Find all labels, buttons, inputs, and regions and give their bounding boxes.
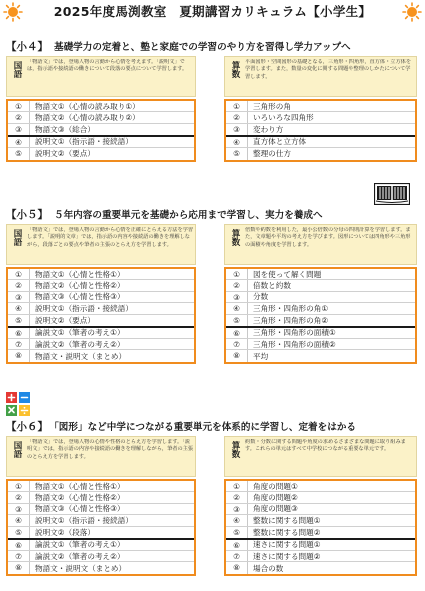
description-text: 平面図形・空間図形の基礎となる，三角形・四角形，直方体・立方体を学習します。また，数量の変化に関する問題や整理のしかたについて学習します。 [245,59,412,80]
row-number: ⑤ [8,527,30,538]
row-label: 説明文②（要点） [35,149,95,159]
grade-label: 【小５】 [6,209,48,221]
table-row [226,328,415,339]
sun-icon [3,2,23,22]
section-heading-grade4 [6,40,420,55]
table-row [226,303,415,314]
row-number: ④ [226,303,248,313]
row-number: ④ [8,137,30,147]
table-row [226,350,415,361]
math-description-grade5 [224,224,417,265]
table-row [8,292,194,303]
row-number: ⑦ [8,551,30,561]
table-row [8,303,194,314]
row-label: 物語文・説明文（まとめ） [35,563,127,573]
row-label: 論説文②（筆者の考え②） [35,551,125,561]
row-label: 倍数と約数 [253,281,291,291]
row-label: 物語文①（心情の読み取り①） [35,101,140,111]
table-row [226,527,415,540]
section-heading-grade6 [6,420,420,435]
table-row [8,148,194,159]
subject-label: 国語 [12,61,22,78]
row-label: 角度の問題③ [253,504,298,514]
row-label: 三角形・四角形の角② [253,315,329,325]
row-number: ⑤ [226,315,248,326]
table-row [8,328,194,339]
row-number: ② [8,492,30,502]
row-label: 速さに関する問題① [253,540,321,550]
table-row [226,148,415,159]
table-row [8,551,194,562]
description-text: 倍数や約数を利用した，最小公倍数の分母の四則計算を学習します。また，文章題や平均の考え方を学びます。図形については四角形や三角形の面積や角度を学習します。 [245,227,411,248]
table-row [8,540,194,551]
section-goal: 基礎学力の定着と、塾と家庭での学習のやり方を習得し学力アップへ [54,42,351,53]
table-row [226,112,415,123]
row-number: ⑧ [226,562,248,573]
table-row [8,339,194,350]
japanese-table-grade6 [6,479,196,576]
subject-label: 算数 [230,441,240,458]
row-number: ③ [226,292,248,302]
table-row [226,315,415,328]
row-label: 角度の問題① [253,481,298,491]
table-row [226,551,415,562]
row-number: ⑥ [226,540,248,550]
row-number: ⑧ [8,562,30,573]
subject-label: 国語 [12,229,22,246]
math-table-grade5 [224,267,417,364]
row-number: ⑦ [226,551,248,561]
row-label: 説明文①（指示語・接続語） [35,303,133,313]
row-label: 説明文①（指示語・接続語） [35,515,133,525]
table-row [226,492,415,503]
row-number: ① [8,101,30,111]
row-label: 三角形の角 [253,101,291,111]
row-number: ⑥ [226,328,248,338]
row-label: 整数に関する問題① [253,515,321,525]
grade-label: 【小６】 [6,421,48,433]
table-row [8,124,194,137]
table-row [226,540,415,551]
table-row [8,527,194,540]
row-label: 物語文③（心情と性格③） [35,504,125,514]
table-row [226,101,415,112]
table-row [226,269,415,280]
math-description-grade4 [224,56,417,97]
row-number: ④ [226,137,248,147]
row-label: 図を使って解く問題 [253,269,322,279]
table-row [8,280,194,291]
row-number: ② [8,112,30,122]
table-row [226,124,415,137]
subject-label: 算数 [230,229,240,246]
row-number: ③ [8,292,30,302]
row-number: ② [226,280,248,290]
row-number: ③ [226,504,248,514]
table-row [8,350,194,361]
row-number: ① [8,269,30,279]
row-number: ① [226,481,248,491]
page-header [0,0,425,24]
row-label: 物語文③（総合） [35,124,95,134]
row-number: ⑧ [226,350,248,361]
row-label: 直方体と立方体 [253,137,307,147]
row-number: ⑤ [226,527,248,538]
row-label: 物語文・説明文（まとめ） [35,351,127,361]
page-title: 2025年度馬渕教室 夏期講習カリキュラム【小学生】 [53,4,372,19]
row-number: ⑥ [8,328,30,338]
table-row [226,481,415,492]
row-label: 論説文②（筆者の考え②） [35,339,125,349]
table-row [8,315,194,328]
japanese-description-grade5 [6,224,196,265]
description-text: 「物語文」では，登場人物の言動から心情を正確にとらえる方法を学習します。「説明的文章」では，指示語の内容や接続語の働きを理解しながら，段落ごとの要点や筆者の主張のとらえ方を学習します。 [27,227,193,248]
row-label: 三角形・四角形の角① [253,303,329,313]
table-row [226,515,415,526]
row-number: ① [226,101,248,111]
row-number: ⑥ [8,540,30,550]
row-label: 三角形・四角形の面積② [253,339,336,349]
table-row [8,112,194,123]
japanese-description-grade4 [6,56,196,97]
row-label: 分数 [253,292,269,302]
row-label: 説明文②（要点） [35,315,95,325]
japanese-table-grade4 [6,99,196,162]
description-text: 約数・分数に関する問題や角度の求めるさまざまな問題に取り組みます。これらの単元はすべて中学校につながる重要な単元です。 [245,439,406,453]
math-table-grade6 [224,479,417,576]
row-label: 物語文①（心情と性格①） [35,481,125,491]
table-row [8,269,194,280]
row-label: 物語文②（心情と性格②） [35,281,125,291]
math-operators-icon [6,392,30,416]
table-row [226,292,415,303]
table-row [226,280,415,291]
row-number: ② [226,492,248,502]
row-number: ② [226,112,248,122]
subject-label: 算数 [230,61,240,78]
row-number: ⑤ [8,148,30,159]
table-row [226,339,415,350]
row-label: 変わり方 [253,124,284,134]
subject-label: 国語 [12,441,22,458]
sun-icon [402,2,422,22]
row-number: ⑧ [8,350,30,361]
row-number: ④ [8,515,30,525]
row-label: 速さに関する問題② [253,551,321,561]
book-icon [374,183,410,205]
table-row [8,504,194,515]
row-number: ⑤ [8,315,30,326]
row-number: ① [8,481,30,491]
description-text: 「物語文」では，登場人物の言動から心情を考えます。「説明文」では，指示語や接続語の働きについて段落の要点について学習します。 [27,59,188,73]
row-label: 説明文②（段落） [35,527,95,537]
row-label: 角度の問題② [253,493,298,503]
section-goal: ５年内容の重要単元を基礎から応用まで学習し、実力を養成へ [54,210,323,221]
section-goal: 「図形」など中学につながる重要単元を体系的に学習し、定着をはかる [54,422,357,433]
row-number: ③ [8,124,30,135]
row-number: ③ [8,504,30,514]
row-label: 整数に関する問題② [253,527,321,537]
row-label: 説明文①（指示語・接続語） [35,137,133,147]
japanese-table-grade5 [6,267,196,364]
row-number: ② [8,280,30,290]
row-number: ③ [226,124,248,135]
row-number: ① [226,269,248,279]
row-number: ⑤ [226,148,248,159]
row-label: 論説文①（筆者の考え①） [35,328,125,338]
row-number: ④ [8,303,30,313]
math-table-grade4 [224,99,417,162]
row-number: ④ [226,515,248,525]
table-row [8,562,194,573]
math-description-grade6 [224,436,417,477]
description-text: 「物語文」では，登場人物の心情や性格のとらえ方を学習します。「説明文」では，指示語の内容や接続語の働きを理解しながら，筆者の主張のとらえ方を学習します。 [27,439,193,460]
table-row [226,562,415,573]
row-label: 物語文③（心情と性格③） [35,292,125,302]
row-label: 物語文②（心情と性格②） [35,493,125,503]
table-row [8,137,194,148]
grade-label: 【小４】 [6,41,48,53]
section-heading-grade5 [6,208,420,223]
row-label: 論説文①（筆者の考え①） [35,540,125,550]
row-number: ⑦ [8,339,30,349]
row-number: ⑦ [226,339,248,349]
row-label: 物語文①（心情と性格①） [35,269,125,279]
row-label: 物語文②（心情の読み取り②） [35,113,140,123]
table-row [8,492,194,503]
row-label: 整理の仕方 [253,149,291,159]
table-row [8,101,194,112]
japanese-description-grade6 [6,436,196,477]
table-row [8,481,194,492]
row-label: 三角形・四角形の面積① [253,328,336,338]
row-label: いろいろな四角形 [253,113,314,123]
row-label: 場合の数 [253,563,284,573]
table-row [226,504,415,515]
row-label: 平均 [253,351,269,361]
table-row [8,515,194,526]
table-row [226,137,415,148]
